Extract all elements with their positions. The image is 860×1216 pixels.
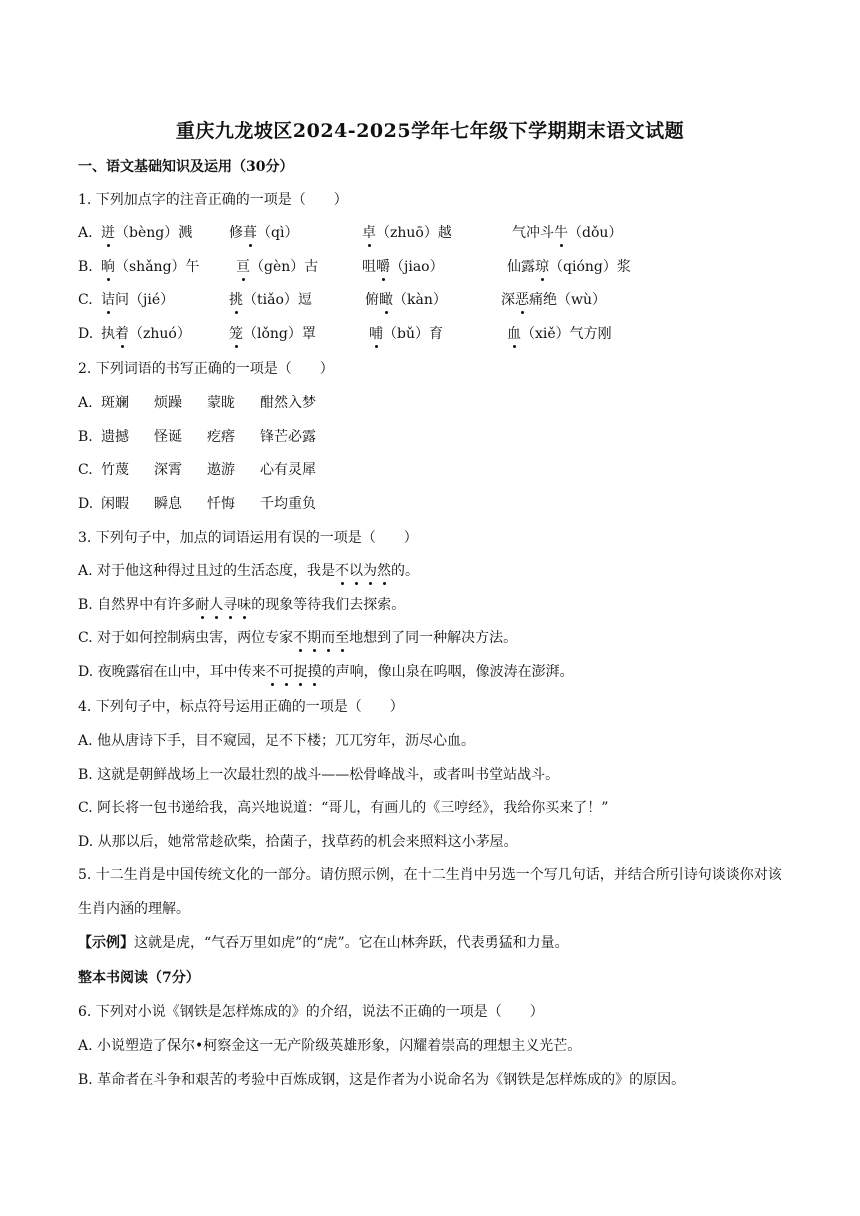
question-5-example: [78, 933, 569, 953]
option-item: 迸（bèng）溅: [101, 225, 193, 241]
dotted-char: 不: [335, 563, 350, 579]
dotted-char: 然: [377, 563, 392, 579]
question-4-option-c: C. 阿长将一包书递给我，高兴地说道：“哥儿，有画儿的《三哼经》，我给你买来了！”: [78, 800, 609, 816]
dotted-char: 摸: [307, 664, 322, 680]
option-label: B.: [78, 259, 93, 275]
option-label: D.: [78, 326, 94, 342]
option-word: 竹蔑: [101, 462, 129, 478]
option-word: 瞬息: [154, 496, 182, 512]
option-word: 烦躁: [154, 395, 182, 411]
option-item: 俯瞰（kàn）: [365, 292, 447, 308]
dotted-char: 捉: [293, 664, 308, 680]
question-6-option-b: B. 革命者在斗争和艰苦的考验中百炼成钢，这是作者为小说命名为《钢铁是怎样炼成的》的原因。: [78, 1072, 686, 1088]
option-word: 千均重负: [260, 496, 316, 512]
question-4-option-d: D. 从那以后，她常常趁砍柴，拾菌子，找草药的机会来照料这小茅屋。: [78, 834, 518, 850]
option-label: D.: [78, 496, 94, 512]
dotted-char: 不: [293, 630, 308, 646]
option-word: 斑斓: [101, 395, 129, 411]
dotted-char: 迸: [101, 225, 115, 241]
dotted-char: 血: [507, 326, 521, 342]
dotted-char: 葺: [243, 225, 257, 241]
dotted-char: 嚼: [376, 259, 390, 275]
option-word: 锋芒必露: [260, 429, 316, 445]
option-word: 忏悔: [207, 496, 235, 512]
dotted-char: 挑: [229, 292, 243, 308]
option-word: 遨游: [207, 462, 235, 478]
dotted-phrase: [335, 563, 391, 579]
option-item: 修葺（qì）: [229, 225, 299, 241]
example-tag: 【示例】: [78, 935, 134, 951]
dotted-char: 笼: [229, 326, 243, 342]
option-label: C.: [78, 292, 93, 308]
option-label: C.: [78, 462, 93, 478]
option-item: 仙露琼（qióng）浆: [507, 259, 631, 275]
option-item: 诘问（jié）: [101, 292, 175, 308]
dotted-char: 耐: [195, 597, 210, 613]
option-word: 蒙眬: [207, 395, 235, 411]
dotted-char: 牛: [554, 225, 568, 241]
option-label: B.: [78, 429, 93, 445]
option-word: 酣然入梦: [260, 395, 316, 411]
option-item: 执着（zhuó）: [101, 326, 191, 342]
question-3-option-b: B. 自然界中有许多耐人寻味的现象等待我们去探索。: [78, 597, 406, 613]
option-item: 深恶痛绝（wù）: [501, 292, 606, 308]
option-word: 怪诞: [154, 429, 182, 445]
dotted-char: 为: [363, 563, 378, 579]
dotted-char: 不: [265, 664, 280, 680]
dotted-phrase: [195, 597, 251, 613]
example-text: 这就是虎，“气吞万里如虎”的“虎”。它在山林奔跃，代表勇猛和力量。: [134, 935, 569, 951]
option-word: 闲暇: [101, 496, 129, 512]
question-6-stem: 6. 下列对小说《钢铁是怎样炼成的》的介绍，说法不正确的一项是（ ）: [78, 1004, 544, 1020]
option-item: 挑（tiǎo）逗: [229, 292, 312, 308]
question-3-stem: 3. 下列句子中，加点的词语运用有误的一项是（ ）: [78, 530, 418, 546]
dotted-char: 晌: [101, 259, 115, 275]
option-label: A.: [78, 225, 93, 241]
option-word: 心有灵犀: [260, 462, 316, 478]
option-word: 遗撼: [101, 429, 129, 445]
question-2-stem: 2. 下列词语的书写正确的一项是（ ）: [78, 361, 334, 377]
question-1-stem: 1. 下列加点字的注音正确的一项是（ ）: [78, 192, 348, 208]
question-3-option-a: A. 对于他这种得过且过的生活态度，我是不以为然的。: [78, 563, 420, 579]
option-item: 咀嚼（jiao）: [362, 259, 444, 275]
dotted-char: 瞰: [379, 292, 393, 308]
question-3-option-d: D. 夜晚露宿在山中，耳中传来不可捉摸的声响，像山泉在呜咽，像波涛在澎湃。: [78, 664, 574, 680]
dotted-char: 至: [335, 630, 350, 646]
dotted-char: 诘: [101, 292, 115, 308]
option-label: A.: [78, 395, 93, 411]
question-4-option-b: B. 这就是朝鲜战场上一次最壮烈的战斗——松骨峰战斗，或者叫书堂站战斗。: [78, 767, 560, 783]
dotted-char: 可: [279, 664, 294, 680]
dotted-phrase: [266, 664, 322, 680]
section-heading-book-reading: 整本书阅读（7分）: [78, 970, 200, 986]
page-title: 重庆九龙坡区2024-2025学年七年级下学期期末语文试题: [175, 120, 685, 142]
dotted-char: 卓: [362, 225, 376, 241]
section-heading-basics: 一、语文基础知识及运用（30分）: [78, 159, 294, 175]
dotted-char: 人: [209, 597, 224, 613]
option-item: 晌（shǎng）午: [101, 259, 200, 275]
option-word: 疙瘩: [207, 429, 235, 445]
option-item: 血（xiě）气方刚: [507, 326, 612, 342]
dotted-char: 寻: [223, 597, 238, 613]
option-item: 哺（bǔ）育: [369, 326, 443, 342]
option-item: 笼（lǒng）罩: [229, 326, 316, 342]
dotted-char: 期: [307, 630, 322, 646]
dotted-char: 味: [237, 597, 252, 613]
option-item: 卓（zhuō）越: [362, 225, 452, 241]
dotted-char: 亘: [236, 259, 250, 275]
option-word: 深霄: [154, 462, 182, 478]
dotted-phrase: [293, 630, 349, 646]
question-6-option-a: A. 小说塑造了保尔•柯察金这一无产阶级英雄形象，闪耀着崇高的理想主义光芒。: [78, 1038, 582, 1054]
question-3-option-c: C. 对于如何控制病虫害，两位专家不期而至地想到了同一种解决方法。: [78, 630, 518, 646]
dotted-char: 恶: [515, 292, 529, 308]
question-5-stem: 5. 十二生肖是中国传统文化的一部分。请仿照示例，在十二生肖中另选一个写几句话，并结合所引诗句谈谈你对该生肖内涵的理解。: [78, 867, 782, 917]
dotted-char: 而: [321, 630, 336, 646]
dotted-char: 哺: [369, 326, 383, 342]
dotted-char: 着: [115, 326, 129, 342]
dotted-char: 琼: [535, 259, 549, 275]
option-item: 亘（gèn）古: [236, 259, 319, 275]
question-4-stem: 4. 下列句子中，标点符号运用正确的一项是（ ）: [78, 699, 404, 715]
dotted-char: 以: [349, 563, 364, 579]
option-item: 气冲斗牛（dǒu）: [512, 225, 623, 241]
question-4-option-a: A. 他从唐诗下手，目不窥园，足不下楼；兀兀穷年，沥尽心血。: [78, 733, 476, 749]
